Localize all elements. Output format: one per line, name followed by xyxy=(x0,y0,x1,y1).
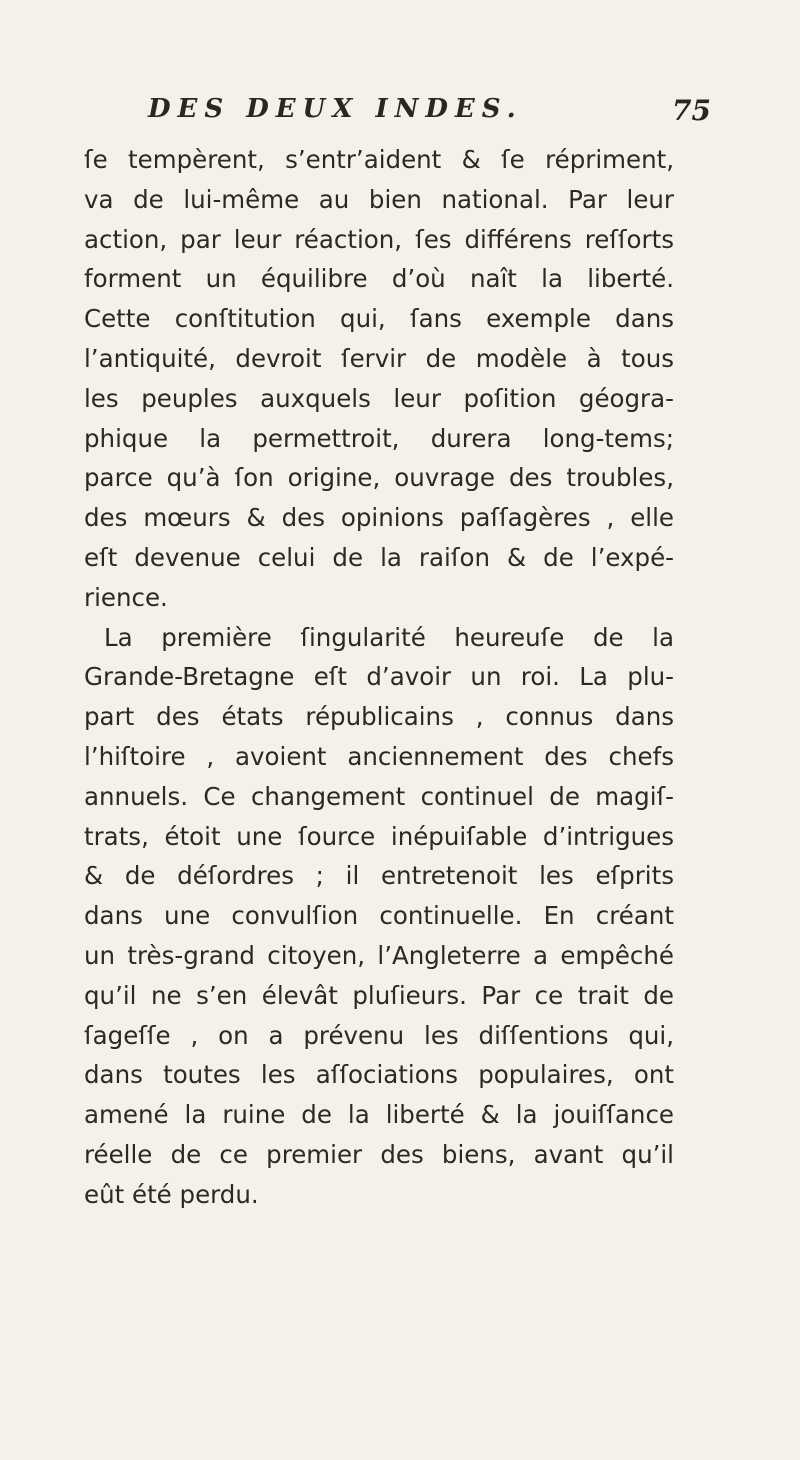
text-line: l’hiſtoire , avoient anciennement des chefs xyxy=(84,741,674,771)
text-line: & de déſordres ; il entretenoit les eſprits xyxy=(84,861,674,891)
text-line: les peuples auxquels leur poſition géogra- xyxy=(84,383,674,413)
text-line: va de lui-même au bien national. Par leur xyxy=(84,184,674,214)
text-line: un très-grand citoyen, l’Angleterre a empêché xyxy=(84,940,674,970)
text-line: eſt devenue celui de la raiſon & de l’expé- xyxy=(84,542,674,572)
text-line: Grande-Bretagne eſt d’avoir un roi. La plu- xyxy=(84,662,674,692)
text-line: qu’il ne s’en élevât pluſieurs. Par ce trait de xyxy=(84,980,674,1010)
paragraph-2 xyxy=(84,618,674,1215)
text-line: action, par leur réaction, ſes différens reſſorts xyxy=(84,224,674,254)
text-line: annuels. Ce changement continuel de magiſ- xyxy=(84,781,674,811)
paragraph-1 xyxy=(84,140,674,618)
text-line: l’antiquité, devroit ſervir de modèle à tous xyxy=(84,343,674,373)
body-text xyxy=(84,140,674,1215)
text-line: des mœurs & des opinions paſſagères , elle xyxy=(84,503,674,533)
running-head xyxy=(0,94,800,134)
text-line: amené la ruine de la liberté & la jouiſſance xyxy=(84,1100,674,1130)
text-line: trats, étoit une ſource inépuiſable d’intrigues xyxy=(84,821,674,851)
text-line: forment un équilibre d’où naît la liberté. xyxy=(84,264,674,294)
running-title: DES DEUX INDES. xyxy=(148,94,523,124)
text-line: La première ſingularité heureuſe de la xyxy=(104,622,674,652)
text-line: rience. xyxy=(84,582,168,612)
text-line: dans une convulſion continuelle. En créant xyxy=(84,901,674,931)
text-line: phique la permettroit, durera long-tems; xyxy=(84,423,674,453)
text-line: ſageſſe , on a prévenu les diſſentions qui, xyxy=(84,1020,674,1050)
text-line: parce qu’à ſon origine, ouvrage des troubles, xyxy=(84,463,674,493)
text-line: dans toutes les aſſociations populaires, ont xyxy=(84,1060,674,1090)
page-number: 75 xyxy=(672,94,711,127)
text-line: eût été perdu. xyxy=(84,1179,259,1209)
text-line: ſe tempèrent, s’entr’aident & ſe répriment, xyxy=(84,145,674,174)
text-line: réelle de ce premier des biens, avant qu’il xyxy=(84,1139,674,1169)
text-line: part des états républicains , connus dans xyxy=(84,702,674,732)
text-line: Cette conſtitution qui, ſans exemple dans xyxy=(84,304,674,334)
